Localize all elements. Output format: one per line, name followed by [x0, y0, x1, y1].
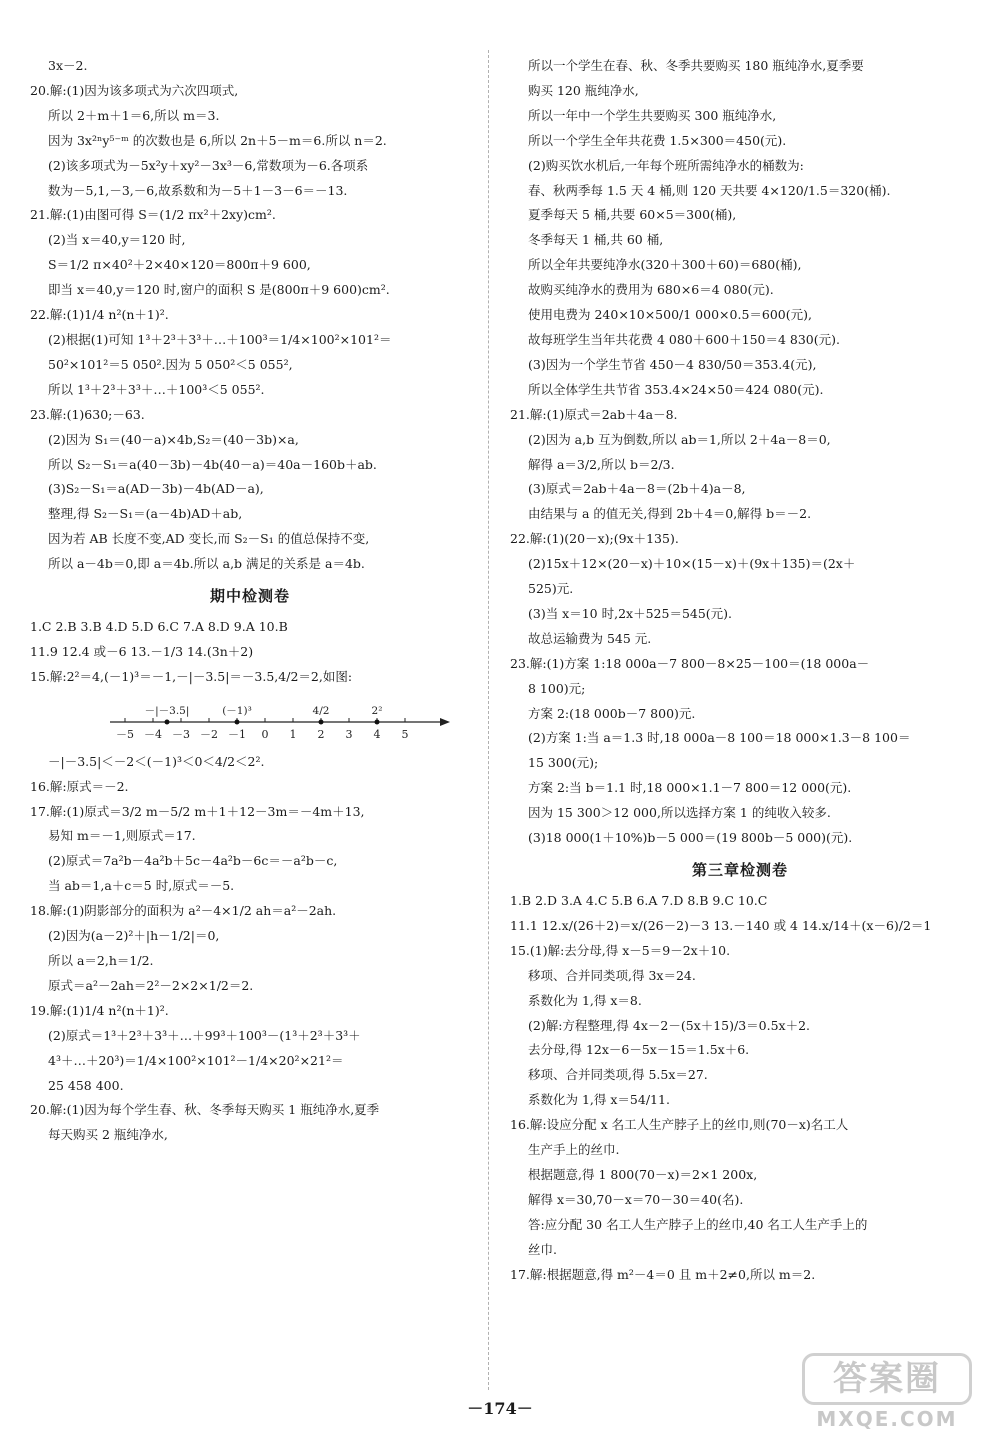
text-line: (3)原式＝2ab＋4a－8＝(2b＋4)a－8, [528, 481, 746, 497]
text-line: 4³＋…＋20³)＝1/4×100²×101²－1/4×20²×21²＝ [48, 1052, 344, 1068]
text-line: (2)购买饮水机后,一年每个班所需纯净水的桶数为: [528, 157, 804, 173]
number-line-tick-label: 2 [317, 727, 325, 741]
watermark [802, 1353, 972, 1433]
number-line-point-label: (－1)³ [222, 704, 252, 717]
text-line: 所以 a－4b＝0,即 a＝4b.所以 a,b 满足的关系是 a＝4b. [48, 556, 365, 572]
text-line: 所以一个学生全年共花费 1.5×300＝450(元). [528, 132, 787, 148]
text-line: 8 100)元; [528, 680, 586, 696]
text-line: 因为 15 300＞12 000,所以选择方案 1 的纯收入较多. [528, 805, 831, 821]
text-line: 25 458 400. [48, 1077, 124, 1093]
text-line: 即当 x＝40,y＝120 时,窗户的面积 S 是(800π＋9 600)cm². [48, 282, 390, 298]
text-line: 15.(1)解:去分母,得 x－5＝9－2x＋10. [510, 942, 731, 958]
midterm-heading: 期中检测卷 [209, 587, 290, 606]
text-line: 根据题意,得 1 800(70－x)＝2×1 200x, [528, 1166, 758, 1182]
left-column [30, 54, 470, 1148]
number-line-point [165, 719, 170, 724]
text-line: (2)根据(1)可知 1³＋2³＋3³＋…＋100³＝1/4×100²×101²＝ [48, 331, 392, 347]
text-line: (2)因为 S₁＝(40－a)×4b,S₂＝(40－3b)×a, [48, 431, 299, 447]
chapter-three-heading: 第三章检测卷 [691, 861, 788, 879]
text-line: 购买 120 瓶纯净水, [528, 82, 639, 98]
text-line: 整理,得 S₂－S₁＝(a－4b)AD＋ab, [48, 506, 243, 522]
text-line: (2)原式＝7a²b－4a²b＋5c－4a²b－6c＝－a²b－c, [48, 853, 338, 869]
text-line: 解得 x＝30,70－x＝70－30＝40(名). [528, 1191, 744, 1207]
page-number: －174－ [467, 1399, 533, 1418]
number-line-point [235, 719, 240, 724]
text-line: 22.解:(1)1/4 n²(n＋1)². [30, 307, 169, 323]
text-line: 20.解:(1)因为每个学生春、秋、冬季每天购买 1 瓶纯净水,夏季 [30, 1102, 380, 1118]
text-line: 答:应分配 30 名工人生产脖子上的丝巾,40 名工人生产手上的 [528, 1216, 868, 1232]
number-line-tick-label: 1 [289, 727, 297, 741]
number-line-tick-label: －2 [200, 727, 218, 741]
text-line: 夏季每天 5 桶,共要 60×5＝300(桶), [528, 207, 737, 223]
text-line: 原式＝a²－2ah＝2²－2×2×1/2＝2. [48, 977, 254, 993]
text-line: 移项、合并同类项,得 5.5x＝27. [528, 1067, 708, 1083]
text-line: 因为若 AB 长度不变,AD 变长,而 S₂－S₁ 的值总保持不变, [48, 531, 370, 547]
text-line: (2)方案 1:当 a＝1.3 时,18 000a－8 100＝18 000×1.3－8 100＝ [528, 730, 911, 746]
text-line: 易知 m＝－1,则原式＝17. [48, 828, 196, 844]
text-line: 18.解:(1)阴影部分的面积为 a²－4×1/2 ah＝a²－2ah. [30, 903, 337, 919]
chapter-three-answers [510, 889, 970, 1288]
text-line: 使用电费为 240×10×500/1 000×0.5＝600(元), [528, 307, 812, 323]
text-line: 故总运输费为 545 元. [528, 630, 652, 646]
watermark-site: MXQE.COM [816, 1407, 958, 1431]
text-line: (2)因为 a,b 互为倒数,所以 ab＝1,所以 2＋4a－8＝0, [528, 431, 831, 447]
text-line: 生产手上的丝巾. [528, 1142, 620, 1158]
text-line: 23.解:(1)方案 1:18 000a－7 800－8×25－100＝(18 000a－ [510, 655, 870, 671]
text-line: 系数化为 1,得 x＝8. [528, 992, 642, 1008]
text-line: 21.解:(1)原式＝2ab＋4a－8. [510, 406, 678, 422]
text-line: 50²×101²＝5 050².因为 5 050²＜5 055², [48, 356, 293, 372]
text-line: 解得 a＝3/2,所以 b＝2/3. [528, 456, 675, 472]
text-line: 16.解:设应分配 x 名工人生产脖子上的丝巾,则(70－x)名工人 [510, 1117, 849, 1133]
number-line-figure [30, 690, 470, 750]
number-line-tick-label: 5 [401, 727, 409, 741]
number-line-point-label: 4/2 [312, 704, 330, 717]
text-line: (2)当 x＝40,y＝120 时, [48, 232, 186, 248]
text-line: 数为－5,1,－3,－6,故系数和为－5＋1－3－6＝－13. [48, 182, 348, 198]
number-line-arrow [440, 718, 450, 726]
number-line-tick-label: －1 [228, 727, 246, 741]
text-line: 3x－2. [48, 58, 88, 73]
number-line-tick-label: 3 [345, 727, 353, 741]
text-line: 所以全年共要纯净水(320＋300＋60)＝680(桶), [528, 257, 802, 273]
midterm-answer-keys [30, 615, 470, 690]
text-line: 春、秋两季每 1.5 天 4 桶,则 120 天共要 4×120/1.5＝320(桶). [528, 182, 891, 198]
number-line-tick-label: －5 [116, 727, 134, 741]
right-answers-continued [510, 54, 970, 851]
text-line: 1.C 2.B 3.B 4.D 5.D 6.C 7.A 8.D 9.A 10.B [30, 619, 288, 635]
text-line: 1.B 2.D 3.A 4.C 5.B 6.A 7.D 8.B 9.C 10.C [510, 893, 768, 908]
number-line-point [319, 719, 324, 724]
text-line: (2)该多项式为－5x²y＋xy²－3x³－6,常数项为－6.各项系 [48, 157, 369, 173]
text-line: 所以 a＝2,h＝1/2. [48, 953, 154, 968]
text-line: 由结果与 a 的值无关,得到 2b＋4＝0,解得 b＝－2. [528, 506, 812, 522]
number-line-tick-label: －3 [172, 727, 190, 741]
text-line: 故每班学生当年共花费 4 080＋600＋150＝4 830(元). [528, 331, 840, 347]
text-line: 丝巾. [528, 1241, 557, 1257]
text-line: (2)因为(a－2)²＋|h－1/2|＝0, [48, 928, 220, 944]
text-line: (3)S₂－S₁＝a(AD－3b)－4b(AD－a), [48, 481, 264, 497]
text-line: 15 300(元); [528, 755, 599, 771]
text-line: 因为 3x²ⁿy⁵⁻ᵐ 的次数也是 6,所以 2n＋5－m＝6.所以 n＝2. [48, 132, 387, 148]
number-line-tick-label: 4 [373, 727, 381, 741]
number-line-svg [30, 690, 470, 750]
text-line: (2)15x＋12×(20－x)＋10×(15－x)＋(9x＋135)＝(2x＋ [528, 556, 856, 572]
left-answers-chapter [30, 54, 470, 577]
text-line: 移项、合并同类项,得 3x＝24. [528, 967, 696, 983]
text-line: 19.解:(1)1/4 n²(n＋1)². [30, 1002, 169, 1018]
text-line: 20.解:(1)因为该多项式为六次四项式, [30, 82, 239, 98]
number-line-point-label: 2² [371, 704, 383, 717]
number-line-point-label: －|－3.5| [144, 704, 190, 717]
text-line: 故购买纯净水的费用为 680×6＝4 080(元). [528, 282, 774, 298]
text-line: S＝1/2 π×40²＋2×40×120＝800π＋9 600, [48, 257, 311, 273]
text-line: 所以一年中一个学生共要购买 300 瓶纯净水, [528, 107, 777, 123]
text-line: 17.解:(1)原式＝3/2 m－5/2 m＋1＋12－3m＝－4m＋13, [30, 803, 365, 819]
column-divider [488, 50, 489, 1390]
number-line-tick-label: －4 [144, 727, 162, 741]
text-line: 15.解:2²＝4,(－1)³＝－1,－|－3.5|＝－3.5,4/2＝2,如图: [30, 668, 353, 684]
right-column [510, 54, 970, 1288]
text-line: 525)元. [528, 581, 574, 597]
text-line: 方案 2:当 b＝1.1 时,18 000×1.1－7 800＝12 000(元). [528, 780, 852, 796]
text-line: 所以一个学生在春、秋、冬季共要购买 180 瓶纯净水,夏季要 [528, 58, 864, 73]
text-line: －|－3.5|＜－2＜(－1)³＜0＜4/2＜2². [48, 753, 265, 769]
text-line: 系数化为 1,得 x＝54/11. [528, 1092, 670, 1108]
number-line-point [375, 719, 380, 724]
text-line: (2)解:方程整理,得 4x－2－(5x＋15)/3＝0.5x＋2. [528, 1017, 811, 1033]
text-line: 17.解:根据题意,得 m²－4＝0 且 m＋2≠0,所以 m＝2. [510, 1266, 816, 1282]
text-line: 每天购买 2 瓶纯净水, [48, 1127, 168, 1143]
text-line: 11.1 12.x/(26＋2)＝x/(26－2)－3 13.－140 或 4 14.x/14＋(x－6)/2＝1 [510, 917, 932, 933]
text-line: 所以全体学生共节省 353.4×24×50＝424 080(元). [528, 381, 824, 397]
text-line: (3)因为一个学生节省 450－4 830/50＝353.4(元), [528, 356, 817, 372]
text-line: 冬季每天 1 桶,共 60 桶, [528, 232, 664, 248]
text-line: 当 ab＝1,a＋c＝5 时,原式＝－5. [48, 878, 235, 894]
midterm-solutions [30, 750, 470, 1149]
number-line-tick-label: 0 [261, 727, 269, 741]
text-line: 11.9 12.4 或－6 13.－1/3 14.(3n＋2) [30, 643, 254, 659]
text-line: (2)原式＝1³＋2³＋3³＋…＋99³＋100³－(1³＋2³＋3³＋ [48, 1027, 361, 1043]
text-line: 23.解:(1)630;－63. [30, 406, 145, 422]
watermark-logo: 答案圈 [802, 1353, 972, 1405]
text-line: 16.解:原式＝－2. [30, 778, 129, 794]
text-line: 所以 2＋m＋1＝6,所以 m＝3. [48, 107, 220, 123]
text-line: 22.解:(1)(20－x);(9x＋135). [510, 531, 679, 547]
text-line: (3)18 000(1＋10%)b－5 000＝(19 800b－5 000)(元). [528, 830, 853, 846]
text-line: 所以 1³＋2³＋3³＋…＋100³＜5 055². [48, 381, 265, 397]
text-line: (3)当 x＝10 时,2x＋525＝545(元). [528, 605, 733, 621]
text-line: 方案 2:(18 000b－7 800)元. [528, 705, 696, 721]
text-line: 所以 S₂－S₁＝a(40－3b)－4b(40－a)＝40a－160b＋ab. [48, 456, 377, 472]
text-line: 21.解:(1)由图可得 S＝(1/2 πx²＋2xy)cm². [30, 207, 276, 223]
text-line: 去分母,得 12x－6－5x－15＝1.5x＋6. [528, 1042, 750, 1058]
